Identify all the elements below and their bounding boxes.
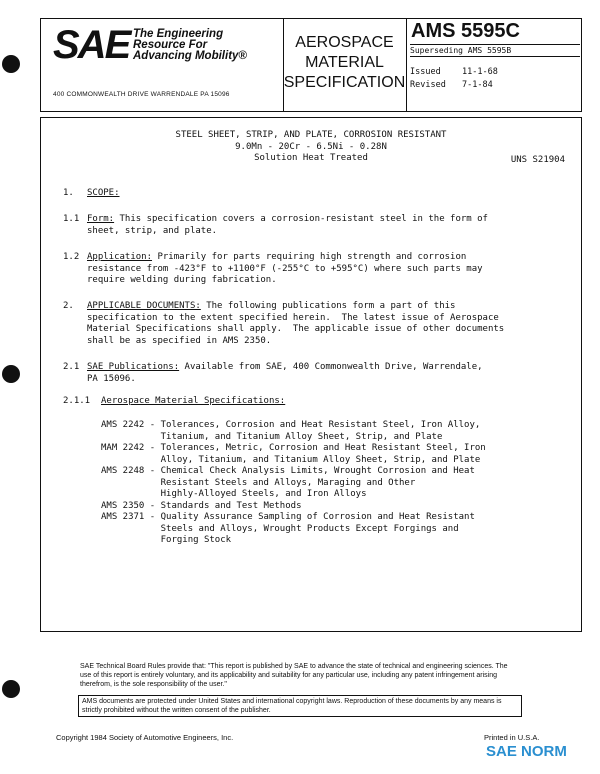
section-paragraph-line: sheet, strip, and plate. [87,225,218,236]
section-number: 1. [63,188,74,198]
dates-block [410,67,498,93]
section-paragraph: Form: This specification covers a corrosion-resistant steel in the form of [87,214,488,224]
section-number: 2.1.1 [63,396,91,406]
section-number: 2.1 [63,362,80,372]
spec-list-line: AMS 2248 - Chemical Check Analysis Limits, Wrought Corrosion and Heat [101,466,475,476]
document-body [40,117,582,632]
section-number: 1.2 [63,252,80,262]
revised-date: 7-1-84 [462,80,493,90]
section-paragraph-line: PA 15096. [87,373,136,384]
section-paragraph-line: require welding during fabrication. [87,275,277,285]
section-number: 1.1 [63,214,80,224]
section-paragraph: Application: Primarily for parts requiring high strength and corrosion [87,252,467,262]
document-header [40,18,582,112]
issued-date: 11-1-68 [462,67,498,77]
binder-hole [2,365,20,383]
spec-list-line: Alloy, Titanium, and Titanium Alloy Sheet, Strip, and Plate [101,454,481,465]
uns-number: UNS S21904 [510,155,565,165]
spec-list-line: Titanium, and Titanium Alloy Sheet, Strip, and Plate [101,431,443,442]
binder-hole [2,55,20,73]
spec-list-line: AMS 2350 - Standards and Test Methods [101,500,302,511]
spec-list-line: Highly-Alloyed Steels, and Iron Alloys [101,489,367,499]
section-paragraph: SAE Publications: Available from SAE, 400 Commonwealth Drive, Warrendale, [87,362,483,372]
section-paragraph-line: resistance from -423°F to +1100°F (-255°C to +595°C) where such parts may [87,263,483,274]
spec-list-line: MAM 2242 - Tolerances, Metric, Corrosion and Heat Resistant Steel, Iron [101,443,486,453]
sae-slogan: The Engineering Resource For Advancing Mobility® [133,28,247,62]
revised-label: Revised [410,80,446,90]
spec-list-line: AMS 2371 - Quality Assurance Sampling of Corrosion and Heat Resistant [101,512,475,522]
ams-number: AMS 5595C [411,20,520,42]
logo-block [41,19,284,111]
printed-in: Printed in U.S.A. [484,733,540,742]
spec-list-line: Forging Stock [101,535,232,545]
binder-hole [2,680,20,698]
sae-address: 400 COMMONWEALTH DRIVE WARRENDALE PA 15096 [53,91,230,98]
superseding-note: Superseding AMS 5595B [410,44,580,57]
section-number: 2. [63,301,74,311]
section-paragraph: APPLICABLE DOCUMENTS: The following publications form a part of this [87,301,456,311]
ams-info [406,19,581,111]
section-paragraph-line: Material Specifications shall apply. The applicable issue of other documents [87,324,505,334]
section-paragraph-line: specification to the extent specified herein. The latest issue of Aerospace [87,312,499,323]
section-paragraph-line: shall be as specified in AMS 2350. [87,335,272,346]
spec-list-line: Resistant Steels and Alloys, Maraging and Other [101,477,416,488]
issued-label: Issued [410,67,441,77]
section-heading: SCOPE: [87,188,120,198]
document-type: AEROSPACE MATERIAL SPECIFICATION [283,19,407,111]
technical-board-rules: SAE Technical Board Rules provide that: "This report is published by SAE to advance the state of technical and engineering sciences. The use of this report is entirely voluntary, and its applicability and suitability for any particular use, including any patent infringement arising therefrom, is the sole responsibility of the user." [80,663,508,688]
sae-logo: SAE [53,23,130,67]
section-heading: Aerospace Material Specifications: [101,396,286,406]
spec-list-line: AMS 2242 - Tolerances, Corrosion and Heat Resistant Steel, Iron Alloy, [101,420,481,430]
copyright-line: Copyright 1984 Society of Automotive Engineers, Inc. [56,733,234,742]
sae-norm-watermark: SAE NORM [486,743,567,760]
document-title: STEEL SHEET, STRIP, AND PLATE, CORROSION RESISTANT 9.0Mn - 20Cr - 6.5Ni - 0.28N Solution Heat Treated [175,130,447,163]
copyright-notice: AMS documents are protected under United States and international copyright laws. Reproduction of these documents by any means is strictly prohibited without the written consent of the publisher. [78,695,522,717]
spec-list-line: Steels and Alloys, Wrought Products Except Forgings and [101,523,459,534]
